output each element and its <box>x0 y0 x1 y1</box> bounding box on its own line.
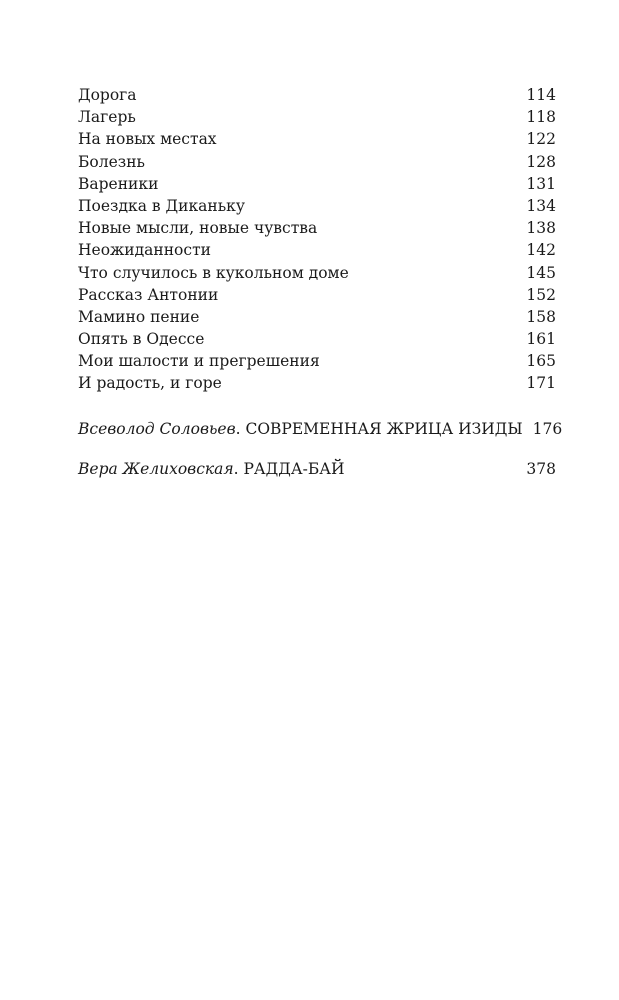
toc-work-author: Всеволод Соловьев <box>78 420 236 438</box>
toc-entry[interactable] <box>78 306 556 328</box>
toc-entry-title: Поездка в Диканьку <box>78 196 245 215</box>
toc-entry-page: 171 <box>526 374 556 393</box>
toc-entry-title: Неожиданности <box>78 241 211 260</box>
toc-entry[interactable] <box>78 106 556 128</box>
toc-entry-page: 138 <box>526 219 556 238</box>
toc-entry-page: 165 <box>526 352 556 371</box>
toc-works-section <box>78 418 563 497</box>
toc-entry-title: И радость, и горе <box>78 374 222 393</box>
toc-work-page: 176 <box>532 420 563 438</box>
toc-work-entry[interactable] <box>78 458 556 480</box>
toc-entry-page: 114 <box>526 86 556 104</box>
toc-entry-title: Мамино пение <box>78 307 200 326</box>
toc-entry-page: 131 <box>526 174 556 193</box>
toc-entry[interactable] <box>78 284 556 306</box>
toc-work-entry[interactable] <box>78 418 563 440</box>
toc-entry[interactable] <box>78 151 556 173</box>
toc-entry-title: Вареники <box>78 174 159 193</box>
toc-entry-page: 122 <box>526 130 556 149</box>
toc-entry[interactable] <box>78 128 556 150</box>
toc-entry[interactable] <box>78 262 556 284</box>
table-of-contents <box>78 84 556 395</box>
toc-entry-title: Болезнь <box>78 152 145 171</box>
toc-work-page: 378 <box>526 459 556 478</box>
toc-entry-page: 128 <box>526 152 556 171</box>
toc-work-title: СОВРЕМЕННАЯ ЖРИЦА ИЗИДЫ <box>245 420 523 438</box>
toc-entry-title: На новых местах <box>78 130 217 149</box>
toc-entry-title: Рассказ Антонии <box>78 285 219 304</box>
toc-entry[interactable] <box>78 328 556 350</box>
toc-entry-page: 161 <box>526 330 556 349</box>
toc-entry[interactable] <box>78 173 556 195</box>
toc-work-title-group <box>78 458 351 480</box>
toc-entry-title: Лагерь <box>78 108 136 127</box>
toc-work-title: РАДДА-БАЙ <box>243 459 345 478</box>
toc-entry[interactable] <box>78 195 556 217</box>
toc-entry-title: Новые мысли, новые чувства <box>78 219 318 238</box>
toc-entry-title: Что случилось в кукольном доме <box>78 263 349 282</box>
toc-entry[interactable] <box>78 217 556 239</box>
toc-entry[interactable] <box>78 350 556 372</box>
toc-entry[interactable] <box>78 239 556 261</box>
toc-entry-page: 142 <box>526 241 556 260</box>
toc-entry[interactable] <box>78 84 556 106</box>
toc-entry-page: 134 <box>526 196 556 215</box>
toc-entry-title: Мои шалости и прегрешения <box>78 352 320 371</box>
toc-entry-page: 118 <box>526 108 556 127</box>
toc-work-title-group <box>78 418 529 440</box>
toc-entry-title: Опять в Одессе <box>78 330 205 349</box>
toc-work-separator: . <box>233 459 244 478</box>
toc-work-author: Вера Желиховская <box>78 459 234 478</box>
toc-entry-page: 158 <box>526 307 556 326</box>
toc-entry-title: Дорога <box>78 86 137 104</box>
toc-entry[interactable] <box>78 372 556 394</box>
toc-entry-page: 152 <box>526 285 556 304</box>
toc-work-separator: . <box>235 420 246 438</box>
toc-entry-page: 145 <box>526 263 556 282</box>
